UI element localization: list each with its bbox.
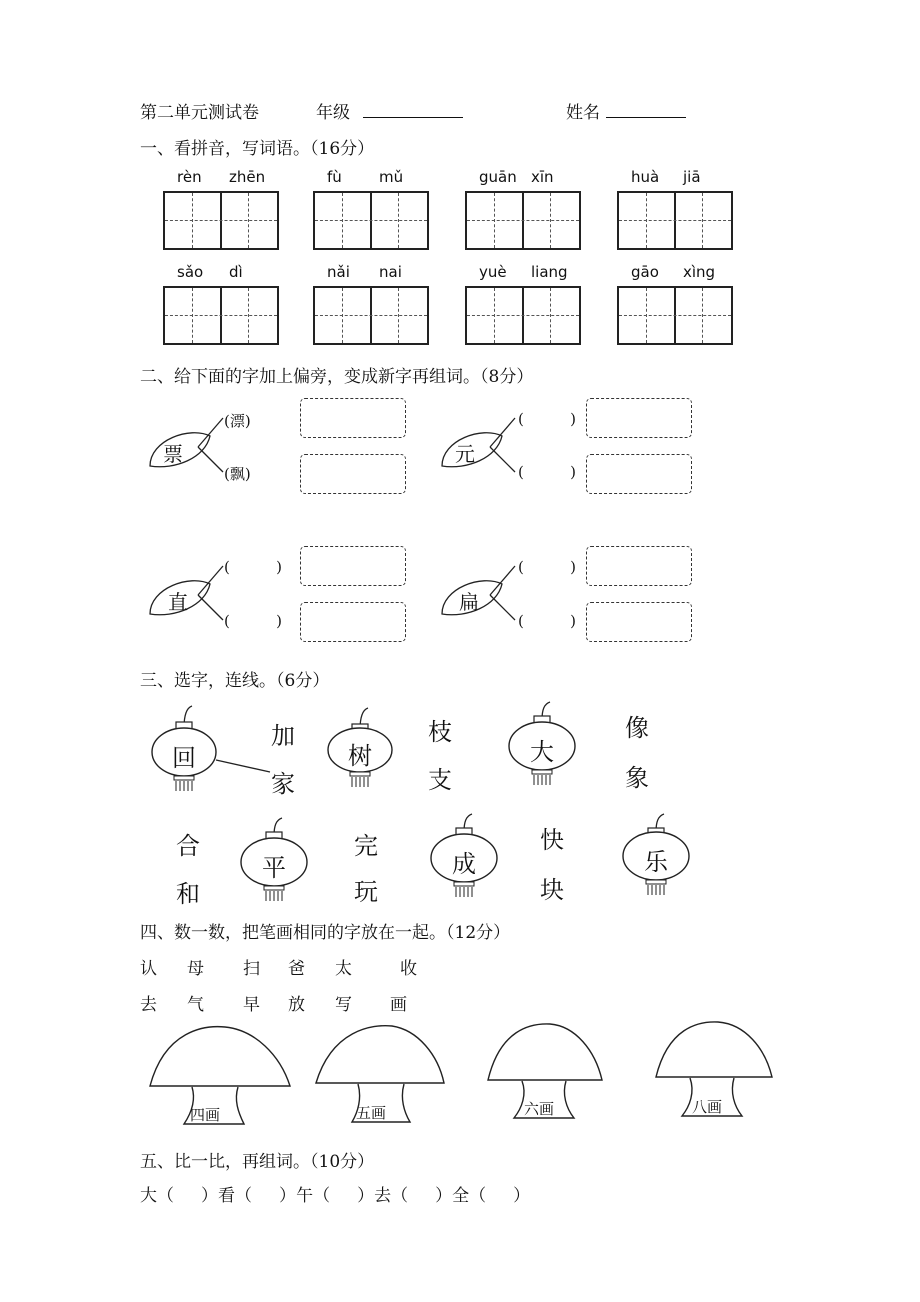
connection-line <box>216 760 270 772</box>
word-box-2a[interactable] <box>586 398 692 438</box>
compare-blank-4[interactable]: （ ） <box>391 1186 453 1206</box>
mushroom-label-1: 四画 <box>190 1106 221 1124</box>
compare-blank-3[interactable]: （ ） <box>313 1186 375 1206</box>
stroke-char-5: 太 <box>335 959 352 979</box>
option-1a[interactable]: 加 <box>271 722 295 750</box>
answer-1a: 漂 <box>229 412 245 430</box>
stroke-char-2: 母 <box>187 959 204 979</box>
stroke-char-6: 收 <box>400 959 417 979</box>
pinyin-4-a: huà <box>631 168 660 186</box>
option-1b[interactable]: 家 <box>271 770 295 798</box>
compare-blank-5[interactable]: （ ） <box>469 1186 531 1206</box>
word-box-4b[interactable] <box>586 602 692 642</box>
page-title: 第二单元测试卷 <box>140 103 259 123</box>
pinyin-7-a: yuè <box>479 263 507 281</box>
stroke-char-10: 放 <box>288 995 305 1015</box>
section-2-title: 二、给下面的字加上偏旁，变成新字再组词。（8分） <box>140 367 534 387</box>
mushroom-label-4: 八画 <box>692 1098 723 1116</box>
grade-label: 年级 <box>316 103 350 123</box>
option-3b[interactable]: 象 <box>625 764 649 792</box>
option-4a[interactable]: 合 <box>176 832 200 860</box>
stroke-char-12: 画 <box>390 995 407 1015</box>
pinyin-2-a: fù <box>327 168 342 186</box>
leaf-char-4: 扁 <box>459 590 479 614</box>
mushroom-label-3: 六画 <box>524 1100 555 1118</box>
lantern-char-3: 大 <box>530 738 554 766</box>
pinyin-3-b: xīn <box>531 168 554 186</box>
leaf-char-1: 票 <box>163 442 183 466</box>
option-2a[interactable]: 枝 <box>428 718 452 746</box>
stroke-char-3: 扫 <box>243 959 260 979</box>
pinyin-1-a: rèn <box>177 168 202 186</box>
section-3-title: 三、选字，连线。（6分） <box>140 671 330 691</box>
stroke-char-4: 爸 <box>288 959 305 979</box>
option-5a[interactable]: 完 <box>354 832 378 860</box>
section-4-title: 四、数一数，把笔画相同的字放在一起。（12分） <box>140 923 511 943</box>
paren-3b[interactable]: ( ) <box>224 612 282 630</box>
pinyin-5-a: sǎo <box>177 263 204 281</box>
paren-2b[interactable]: ( ) <box>518 463 576 481</box>
pinyin-1-b: zhēn <box>229 168 266 186</box>
pinyin-5-b: dì <box>229 263 243 281</box>
pinyin-8-a: gāo <box>631 263 659 281</box>
section-5-title: 五、比一比，再组词。（10分） <box>140 1152 375 1172</box>
compare-char-4: 去 <box>374 1186 392 1206</box>
option-6a[interactable]: 快 <box>540 826 564 854</box>
paren-1a[interactable]: (漂) <box>224 412 251 430</box>
pinyin-8-b: xìng <box>683 263 716 281</box>
leaf-1 <box>150 418 223 472</box>
compare-blank-2[interactable]: （ ） <box>235 1186 297 1206</box>
word-box-3a[interactable] <box>300 546 406 586</box>
lantern-char-1: 回 <box>172 744 196 772</box>
compare-blank-1[interactable]: （ ） <box>157 1186 219 1206</box>
leaf-char-2: 元 <box>455 442 475 466</box>
stroke-char-8: 气 <box>187 995 204 1015</box>
option-6b[interactable]: 块 <box>540 876 564 904</box>
compare-char-1: 大 <box>140 1186 157 1206</box>
paren-4a[interactable]: ( ) <box>518 558 576 576</box>
lantern-char-2: 树 <box>348 742 372 770</box>
answer-1b: 飘 <box>229 465 245 483</box>
mushroom-label-2: 五画 <box>356 1104 387 1122</box>
paren-1b[interactable]: (飘) <box>224 465 251 483</box>
word-box-4a[interactable] <box>586 546 692 586</box>
section-1-title: 一、看拼音，写词语。（16分） <box>140 139 375 159</box>
option-4b[interactable]: 和 <box>176 880 200 908</box>
pinyin-7-b: liang <box>531 263 568 281</box>
option-5b[interactable]: 玩 <box>354 878 378 906</box>
paren-3a[interactable]: ( ) <box>224 558 282 576</box>
lantern-char-5: 成 <box>452 850 476 878</box>
word-box-2b[interactable] <box>586 454 692 494</box>
pinyin-4-b: jiā <box>683 168 701 186</box>
compare-char-3: 午 <box>296 1186 314 1206</box>
lantern-char-6: 乐 <box>644 848 668 876</box>
pinyin-3-a: guān <box>479 168 517 186</box>
option-3a[interactable]: 像 <box>625 714 649 742</box>
lantern-char-4: 平 <box>262 854 286 882</box>
compare-char-5: 全 <box>452 1186 470 1206</box>
paren-2a[interactable]: ( ) <box>518 410 576 428</box>
stroke-char-1: 认 <box>140 959 157 979</box>
name-label: 姓名 <box>566 103 600 123</box>
stroke-char-7: 去 <box>140 995 157 1015</box>
pinyin-6-a: nǎi <box>327 263 350 281</box>
leaf-2 <box>442 418 515 472</box>
word-box-1a[interactable] <box>300 398 406 438</box>
word-box-3b[interactable] <box>300 602 406 642</box>
pinyin-6-b: nai <box>379 263 402 281</box>
pinyin-2-b: mǔ <box>379 168 404 186</box>
leaf-char-3: 直 <box>168 590 188 614</box>
compare-char-2: 看 <box>218 1186 236 1206</box>
stroke-char-9: 早 <box>243 995 260 1015</box>
option-2b[interactable]: 支 <box>428 766 452 794</box>
compare-row <box>140 1181 530 1206</box>
paren-4b[interactable]: ( ) <box>518 612 576 630</box>
word-box-1b[interactable] <box>300 454 406 494</box>
stroke-char-11: 写 <box>335 995 352 1015</box>
